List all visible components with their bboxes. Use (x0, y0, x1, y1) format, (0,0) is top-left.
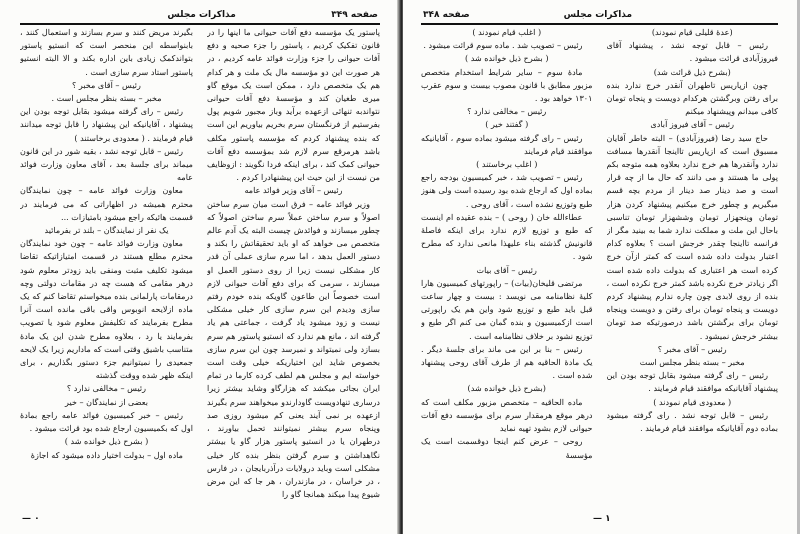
page-header (423, 8, 776, 22)
column-left (20, 26, 193, 514)
text-columns (20, 26, 380, 514)
paragraph: ماده الحاقیه – متخصص مزبور مکلف است که درهر موقع هرمقدار سرم برای مؤسسه دفع آفات حیوانی لازم بشود تهیه نماید (421, 396, 593, 434)
running-title: مذاکرات مجلس (167, 10, 236, 20)
paragraph: ماده اول – بدولت اختیار داده میشود که اجازهٔ (30, 449, 183, 460)
paragraph: مخبر – بسته بنظر مجلس است . (51, 93, 162, 104)
paragraph: مخبر – بسته بنظر مجلس است (639, 357, 745, 368)
paragraph: ( بشرح ذیل خوانده شد ) (64, 436, 149, 447)
column-left (421, 26, 593, 514)
paragraph: رئیس – قابل توجه نشد . رای گرفته میشود بماده دوم آقایانیکه موافقند قیام فرمایند . (606, 409, 778, 434)
paragraph: بعضی از نمایندگان – خیر (65, 396, 148, 407)
page-footer-mark: — ۱ (593, 514, 611, 524)
paragraph: رئیس – تصویب شد . ماده سوم قرائت میشود . (423, 40, 583, 51)
page-number-label: صفحه ۳۴۹ (331, 10, 378, 20)
paragraph: مرتضی قلیخان(بیات) – راپورتهای کمیسیون هارا کلیهٔ نظامنامه می نویسد : بیست و چهار ساعت قبل باید طبع و توزیع شود واین هم یک راپورتی است ازکمیسیون و بنده گمان می کنم اگر طبع و توزیع نشود بر خلاف نظامنامه است . (421, 277, 593, 341)
paragraph: (بشرح ذیل قرائت شد) (653, 66, 731, 77)
paragraph: رئیس – رای گرفته میشود بقابل توجه بودن این پیشنهاد ، آقایانیکه این پیشنهاد را قابل توجه میدانند قیام فرمایند . ( معدودی برخاستند ) (20, 106, 193, 143)
paragraph: رئیس – آقای فیروز آبادی (650, 119, 735, 130)
paragraph: یک نفر از نمایندگان – بلند تر بفرمائید (44, 225, 169, 236)
page-footer-mark: — ۰ (22, 514, 40, 524)
page-number-label: صفحه ۳۴۸ (423, 10, 470, 20)
running-title: مذاکرات مجلس (563, 10, 633, 20)
paragraph: ( گفتند خیر ) (485, 119, 529, 130)
paragraph: عطاءالله خان ( روحی ) – بنده عقیده ام اینست که طبع و توزیع لازم ندارد برای اینکه فاصلهٔ قانونیش گذشته بناء علیهذا مانعی ندارد که مطرح شود . (421, 211, 593, 262)
paragraph: روحی – عرض کنم اینجا دوقسمت است یک مؤسسهٔ (421, 436, 593, 460)
paragraph: رئیس – مخالفی ندارد ؟ (66, 383, 147, 394)
page-header (22, 8, 378, 22)
paragraph: رئیس – قابل توجه نشد ، بقیه شور در این قانون میماند برای جلسهٔ بعد ، آقای معاون وزارت فوائد عامه (20, 145, 193, 183)
paragraph: حاج سید رضا (فیروزآبادی) – البته خاطر آقایان مسبوق است که ازپاریس تااینجا آنقدرها مسافت ندارد وآنقدرها هم خرج ندارد بعلاوه همه متوجه بکم پولی ما هستند و می دانند که حال ما از چه قرار است و صد دینار صد دینار از مردم بچه قسم میگیریم و چطور خرج میکنیم پیشنهاد کردن هزار تومان وپنجهزار تومان وششهزار تومان تناسبی باحال این ملت و مملکت ندارد شما به بینید مگر از فرانسه تااینجا چقدر خرجش است ؟ بعلاوه کدام اعتبار بدولت داده شده است که کمتر ازآن خرج کرده است هر اعتباری که بدولت داده شده است اگر زیادتر خرج نکرده باشد کمتر خرج نکرده است ، بنده از روی لابدی چون چاره ندارم پیشنهاد کردم دویست و پنجاه تومان برای رفتن و دویست وپنجاه تومان برای برگشتن باشد درصورتیکه صد تومان بیشتر خرجش نمیشود . (606, 132, 778, 341)
paragraph: وزیر فوائد عامه – فرق است میان سرم ساختن اصولاً و سرم ساختن عملاً سرم ساختن اصولاً که چطور میسازند و فوائدش چیست البته یک آدم عالم متخصص می خواهد که او باید تحقیقاتش را بکند و دستور العمل بدهد ، اما سرم سازی عملی آن قدر کار مشکلی نیست زیرا از روی دستور العمل او میسازند ، سرمی که برای دفع آفات حیوانی لازم است خصوصاً این طاعون گاویکه بنده خودم رفتم سازی ودیدم این سرم سازی کار خیلی مشکلی نیست و زود میشود یاد گرفت ، جماعتی هم یاد گرفته اند ، مانع هم ندارد که انستیو پاستور هم سرم بسازد ولی نمیتواند و نمیرسد چون این سرم سازی بخصوص شاید این اختیاریکه خیلی وقت است خواسته ایم و مجلس هم لطف کرده کارما در تمام ایران بجائی میکشد که هزارگاو وشاید بیشتر زیرا درساری تنهادویست گاودارندو میخواهند سرم بگیرند ازعهده بر نمی آیند یعنی کم میشود روزی صد وپنجاه سرم بیشتر نمیتوانند تحمل بیاورند ، درطهران یا در انستیو پاستور هزار گاو یا بیشتر نگاهداشتن و سرم گرفتن بنظر بنده کار خیلی مشکلی است وباید درولایات درآذربایجان ، در فارس ، در خراسان ، در مازندران ، هر جا که این مرض شیوع پیدا میکند همانجا گاو را (207, 198, 380, 500)
paragraph: رئیس – مخالفی ندارد ؟ (467, 106, 547, 117)
header-rule (20, 23, 380, 25)
paragraph: (بشرح ذیل خوانده شد) (467, 383, 546, 394)
paragraph: ( اغلب برخاستند ) (476, 159, 538, 170)
paragraph: معاون وزارت فوائد عامه – چون خود نمایندگان محترم مطلع هستند در قسمت امتیازاتیکه تقاضا میشود تکلیف مثبت ومنفی باید زودتر معلوم شود درهر مقامی که هست چه در مقامات دولتی وچه درمقامات پارلمانی بنده میخواستم تقاضا کنم که یک ماده ازلایحه انوبوس واقی باقی مانده است آنرا مطرح بفرمایند که تکلیفش معلوم شود یا تصویب بفرمایند یا رد ، بعلاوه مطرح شدن این یک مادهٔ متناسب باشیق وقتی است که ماداریم زیرا یک لایحه جمعیدی را نمیتوانیم جزء دستور بگذاریم ، برای اینکه ظهر شده ووقت گذشته (20, 238, 193, 381)
paragraph: رئیس – خبر کمیسیون فوائد عامه راجع بمادهٔ اول که بکمیسیون ارجاع شده بود قرائت میشود . (20, 409, 193, 434)
paragraph: ( اغلب قیام نمودند ) (472, 27, 542, 37)
paragraph: پاستور یک مؤسسه دفع آفات حیوانی ما اینها را در قانون تفکیک کردیم ، پاستور را جزء صحیه و دفع آفات حیوانی را جزء وزارت فوائد عامه کردیم ، در هر صورت این دو مؤسسه مال یک ملت و هر کدام هم یک متخصص دارد ، ممکن است یک موقع گاو میری طغیان کند و مؤسسهٔ دفع آفات حیوانی نتواندبه تنهائی ازعهده برآید وباز مجبور شویم پول بفرستیم از فرنگستان سرم بخریم بیاوریم این است که بنده پیشنهاد کردم که مؤسسه پاستور مکلف باشد هرمرقع سرم لازم شد بمؤسسه دفع آفات حیوانی کمک کند ، برای اینکه فردا نگویند : ازوظایف من نیست از این حیث این پیشنهادرا کردم . (207, 27, 380, 183)
paragraph: رئیس – آقای مخبر ؟ (657, 343, 727, 354)
paragraph: رئیس – آقای وزیر فوائد عامه (244, 185, 343, 196)
page-348 (403, 0, 800, 534)
paragraph: ( معدودی قیام نمودند ) (653, 396, 732, 407)
paragraph: رئیس – بنا بر این می ماند برای جلسهٔ دیگر . یک مادهٔ الحاقیه هم از طرف آقای روحی پیشنهاد شده است . (421, 343, 593, 381)
paragraph: رئیس – آقای بیات (476, 264, 537, 275)
paragraph: رئیس – قابل توجه نشد ، پیشنهاد آقای فیروزآبادی قرائت میشود . (606, 40, 778, 64)
paragraph: بگیرند مریض کنند و سرم بسازند و استعمال کنند ، بابنواسطه این منحصر است که انستیو پاستور بتواندکمک زیادی باین اداره بکند و الا البته انستیو پاستور استاد سرم سازی است . (20, 27, 193, 77)
paragraph: (عدهٔ قلیلی قیام نمودند) (651, 27, 733, 37)
header-rule (421, 23, 778, 25)
paragraph: رئیس – آقای مخبر ؟ (72, 79, 141, 90)
paragraph: رئیس – رای گرفته میشود بماده سوم ، آقایانیکه موافقند قیام فرمایند (421, 132, 593, 156)
column-right (607, 26, 779, 514)
paragraph: ( بشرح ذیل خوانده شد ) (464, 53, 549, 64)
paragraph: رئیس – تصویب شد ، خبر کمیسیون بودجه راجع بماده اول که ارجاع شده بود رسیده است ولی هنوز طبع وتوزیع نشده است ، آقای روحی . (421, 172, 593, 209)
paragraph: رئیس – رای گرفته میشود بقابل توجه بودن این پیشنهاد آقایانیکه موافقند قیام فرمایند . (606, 370, 778, 394)
paragraph: معاون وزارت فوائد عامه – چون نمایندگان محترم همیشه در اظهاراتی که می فرمایند در قسمت هائیکه راجع میشود بامتیازات ... (20, 185, 193, 222)
text-columns (421, 26, 778, 514)
paragraph: مادهٔ سوم – سایر شرایط استخدام متخصص مزبور مطابق با قانون مصوب بیست و سوم عقرب ۱۳۰۱ خواهد بود . (421, 66, 593, 104)
paragraph: چون ازپاریس تاطهران آنقدر خرج ندارد بنده برای رفتن وبرگشتن هرکدام دویست و پنجاه تومان کافی میدانم وپیشنهاد میکنم (606, 79, 778, 117)
column-right (207, 26, 380, 514)
